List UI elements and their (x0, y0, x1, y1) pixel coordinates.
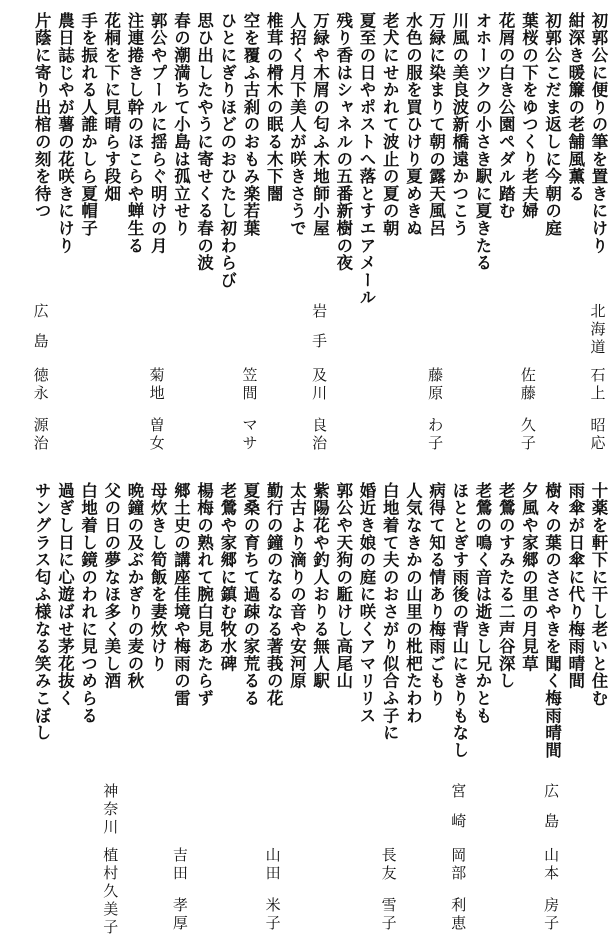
author-name: 山 本 房 子 (544, 846, 560, 932)
author-prefecture: 神 奈 川 (103, 782, 119, 836)
author-prefecture: 広 島 (33, 302, 49, 350)
haiku-line: 人気なきかの山里の枇杷たわわ (403, 482, 423, 725)
haiku-line: 片蔭に寄り出棺の刻を待つ (32, 12, 52, 220)
haiku-line: 郷土史の講座佳境や梅雨の雷 (171, 482, 191, 707)
author-name: 吉 田 孝 厚 (172, 846, 188, 932)
haiku-line: 老鶯のすみたる二声谷深し (496, 482, 516, 690)
author-prefecture: 広 島 (544, 782, 560, 830)
author-name: 佐 藤 久 子 (520, 366, 536, 452)
author-name: 植 村 久 美 子 (103, 846, 119, 936)
haiku-line: 万緑に染まりて朝の露天風呂 (426, 12, 446, 237)
haiku-line: 母炊きし筍飯を妻炊けり (148, 482, 168, 673)
haiku-line: サングラス匂ふ様なる笑みこぼし (32, 482, 52, 742)
author-name: 岡 部 利 恵 (451, 846, 467, 932)
haiku-line: 老犬にせかれて波止の夏の朝 (380, 12, 400, 237)
haiku-line: ひとにぎりほどのおひたし初わらび (217, 12, 237, 289)
haiku-line: 注連捲きし幹のほこらや蝉生る (125, 12, 144, 255)
haiku-line: 郭公やプールに揺らぐ明けの月 (148, 12, 168, 255)
author-name: 笠 間 マ サ (242, 366, 258, 452)
haiku-line: 太古より滴りの音や安河原 (287, 482, 307, 690)
haiku-line: 父の日の夢なほ多く美し酒 (101, 482, 121, 690)
haiku-line: 勤行の鐘のなるなる著莪の花 (264, 482, 284, 707)
haiku-line: 万緑や木屑の匂ふ木地師小屋 (310, 12, 330, 237)
haiku-line: 老鶯の鳴く音は逝きし兄かとも (473, 482, 492, 725)
haiku-line: 楊梅の熟れて腕白見あたらず (194, 482, 214, 707)
author-name: 及 川 良 治 (312, 366, 328, 452)
haiku-line: 雨傘が日傘に代り梅雨晴間 (565, 482, 585, 690)
haiku-line: 人招く月下美人が咲きさうで (287, 12, 307, 237)
author-name: 長 友 雪 子 (381, 846, 397, 932)
haiku-line: 老鶯や家郷に鎮む牧水碑 (217, 482, 237, 673)
haiku-line: ほととぎす雨後の背山にきりもなし (449, 482, 469, 759)
haiku-line: 農日誌じやが薯の花咲きにけり (55, 12, 75, 255)
haiku-line: オホーツクの小さき駅に夏きたる (473, 12, 492, 272)
author-name: 藤 原 わ 子 (428, 366, 444, 452)
haiku-line: 白地着し鏡のわれに見つめらる (78, 482, 98, 725)
author-name: 山 田 米 子 (265, 846, 281, 932)
haiku-line: 花屑の白き公園ペダル踏む (496, 12, 516, 220)
author-name: 石 上 昭 応 (590, 366, 606, 452)
author-prefecture: 宮 崎 (451, 782, 467, 830)
haiku-line: 川風の美良波新橋遠かつこう (449, 12, 469, 237)
haiku-line: 病得て知る情あり梅雨ごもり (426, 482, 446, 707)
haiku-line: 十薬を軒下に干し老いと住む (589, 482, 608, 707)
haiku-line: 樹々の葉のささやきを聞く梅雨晴間 (542, 482, 562, 759)
haiku-line: 白地着て夫のおさがり似合ふ子に (380, 482, 400, 742)
haiku-line: 春の潮満ちて小島は孤立せり (171, 12, 191, 237)
upper-haiku-block (0, 0, 612, 460)
author-prefecture: 岩 手 (312, 302, 328, 350)
haiku-line: 夏桑の育ちて過疎の家荒るる (241, 482, 260, 707)
haiku-line: 手を振れる人誰かしら夏帽子 (78, 12, 98, 237)
haiku-line: 水色の服を買ひけり夏めきぬ (403, 12, 423, 237)
haiku-line: 残り香はシャネルの五番新樹の夜 (333, 12, 353, 272)
haiku-line: 思ひ出したやうに寄せくる春の波 (194, 12, 214, 272)
haiku-line: 葉桜の下をゆつくり老夫婦 (519, 12, 539, 220)
author-name: 菊 地 曽 女 (149, 366, 165, 452)
haiku-line: 婚近き娘の庭に咲くアマリリス (357, 482, 376, 725)
haiku-line: 晩鐘の及ぶかぎりの麦の秋 (125, 482, 144, 690)
author-prefecture: 北 海 道 (590, 302, 606, 356)
haiku-line: 空を覆ふ古刹のおもみ楽若葉 (241, 12, 260, 237)
haiku-line: 初郭公に便りの筆を置きにけり (589, 12, 608, 255)
haiku-line: 花桐を下に見晴らす段畑 (101, 12, 121, 203)
haiku-line: 郭公や天狗の駈けし高尾山 (333, 482, 353, 690)
haiku-line: 夕風や家郷の里の月見草 (519, 482, 539, 673)
haiku-line: 夏至の日やポストへ落とすエアメール (357, 12, 376, 307)
author-name: 徳 永 源 治 (33, 366, 49, 452)
lower-haiku-block (0, 470, 612, 936)
haiku-line: 紺深き暖簾の老舗風薫る (565, 12, 585, 203)
haiku-line: 椎茸の榾木の眠る木下闇 (264, 12, 284, 203)
haiku-line: 初郭公こだま返しに今朝の庭 (542, 12, 562, 237)
haiku-line: 紫陽花や釣人おりる無人駅 (310, 482, 330, 690)
haiku-line: 過ぎし日に心遊ばせ茅花抜く (55, 482, 75, 707)
